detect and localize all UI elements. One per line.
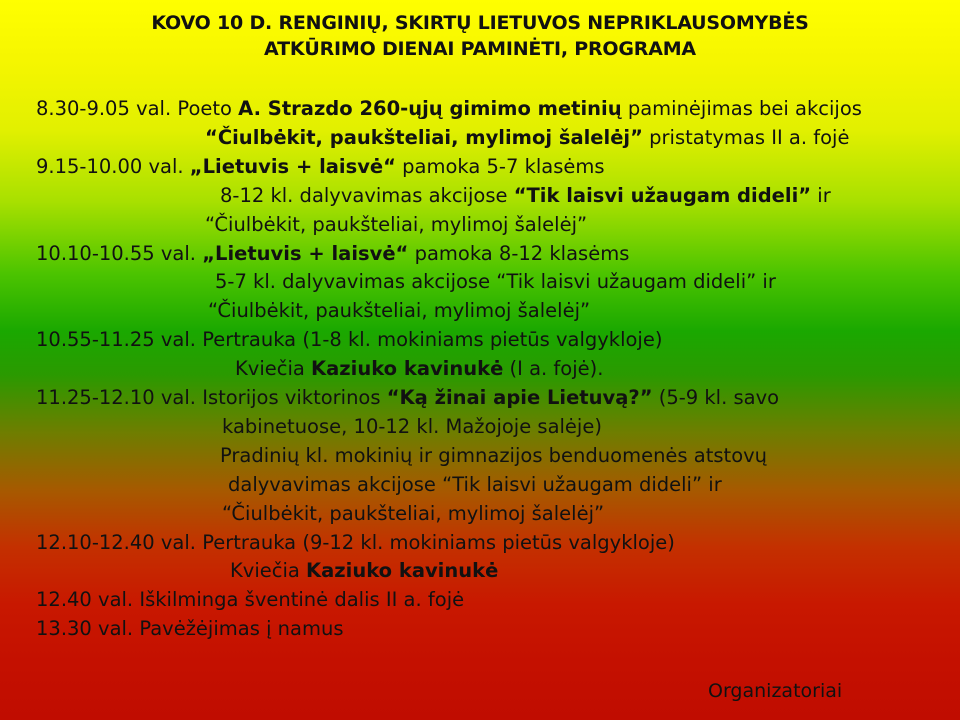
line-text: kabinetuose, 10-12 kl. Mažojoje salėje) (222, 414, 602, 438)
line-text: 10.10-10.55 val. (36, 241, 203, 265)
program-line (215, 268, 776, 296)
line-text: “Čiulbėkit, paukšteliai, mylimoj šalelėj” (205, 212, 588, 236)
line-text: pristatymas II a. fojė (642, 125, 850, 149)
line-text: 8-12 kl. dalyvavimas akcijose (220, 183, 514, 207)
program-line (36, 384, 779, 412)
organizers-signature: Organizatoriai (708, 680, 843, 702)
program-line (220, 182, 831, 210)
line-text: 12.10-12.40 val. Pertrauka (9-12 kl. mokiniams pietūs valgykloje) (36, 530, 675, 554)
highlight-text: „Lietuvis + laisvė“ (189, 154, 396, 178)
line-text: pamoka 5-7 klasėms (395, 154, 605, 178)
line-text: paminėjimas bei akcijos (621, 97, 862, 120)
line-text: Kviečia (230, 559, 307, 583)
program-title (0, 10, 960, 62)
line-text: (I a. fojė). (503, 357, 604, 381)
program-line (36, 240, 629, 268)
program-line (205, 211, 587, 239)
line-text: ir (811, 183, 831, 207)
program-line (230, 557, 498, 585)
line-text: 8.30-9.05 val. Poeto (36, 97, 239, 120)
program-line (222, 500, 604, 528)
line-text: (5-9 kl. savo (652, 386, 780, 409)
highlight-text: “Ką žinai apie Lietuvą?” (386, 386, 653, 409)
line-text: pamoka 8-12 klasėms (408, 241, 630, 265)
program-line (222, 413, 602, 441)
line-text: Kviečia (235, 357, 312, 381)
program-line (205, 124, 849, 152)
program-line (36, 586, 464, 614)
line-text: “Čiulbėkit, paukšteliai, mylimoj šalelėj” (208, 299, 591, 323)
highlight-text: A. Strazdo 260-ųjų gimimo metinių (238, 97, 622, 120)
line-text: Pradinių kl. mokinių ir gimnazijos benduomenės atstovų (220, 443, 768, 467)
line-text: 12.40 val. Iškilminga šventinė dalis II a. fojė (36, 588, 465, 612)
program-line (36, 153, 605, 181)
line-text: dalyvavimas akcijose “Tik laisvi užaugam dideli” ir (228, 472, 722, 496)
highlight-text: “Čiulbėkit, paukšteliai, mylimoj šalelėj” (205, 125, 643, 149)
program-line (235, 355, 603, 383)
highlight-text: Kaziuko kavinukė (306, 559, 499, 583)
title-line-1: KOVO 10 D. RENGINIŲ, SKIRTŲ LIETUVOS NEPRIKLAUSOMYBĖS (151, 12, 809, 34)
program-line (208, 297, 590, 325)
program-line (36, 326, 662, 354)
highlight-text: “Tik laisvi užaugam dideli” (513, 183, 812, 207)
line-text: 13.30 val. Pavėžėjimas į namus (36, 617, 344, 641)
line-text: 9.15-10.00 val. (36, 154, 190, 178)
program-line (36, 615, 344, 643)
program-line (36, 95, 862, 123)
line-text: 10.55-11.25 val. Pertrauka (1-8 kl. mokiniams pietūs valgykloje) (36, 328, 663, 352)
line-text: “Čiulbėkit, paukšteliai, mylimoj šalelėj” (222, 501, 605, 525)
program-line (36, 529, 675, 557)
highlight-text: Kaziuko kavinukė (311, 357, 504, 381)
program-line (220, 442, 767, 470)
line-text: 5-7 kl. dalyvavimas akcijose “Tik laisvi užaugam dideli” ir (215, 270, 776, 294)
line-text: 11.25-12.10 val. Istorijos viktorinos (36, 386, 387, 409)
program-line (228, 471, 722, 499)
highlight-text: „Lietuvis + laisvė“ (202, 241, 409, 265)
title-line-2: ATKŪRIMO DIENAI PAMINĖTI, PROGRAMA (264, 38, 696, 60)
